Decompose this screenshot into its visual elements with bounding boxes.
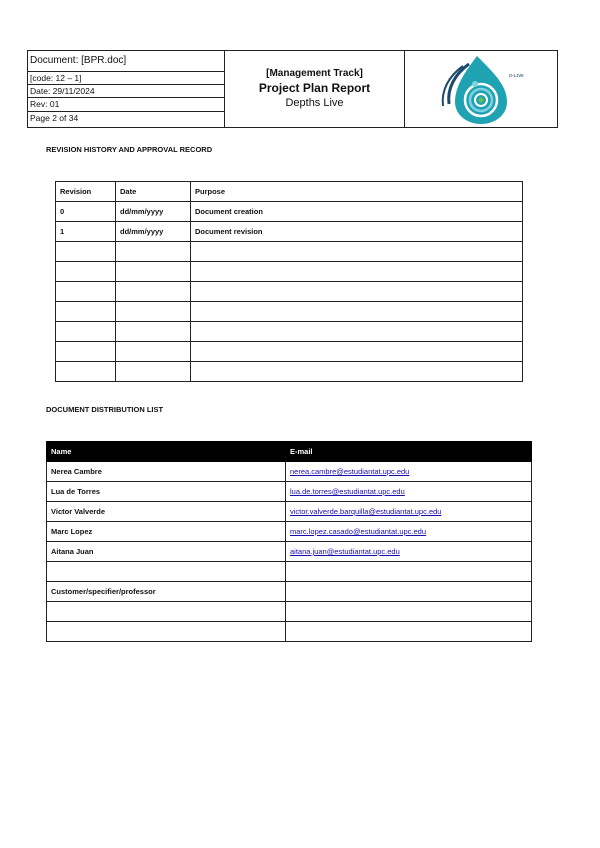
- header-track: [Management Track]: [266, 68, 363, 79]
- revision-cell: [191, 242, 523, 262]
- header-document: Document: [BPR.doc]: [27, 50, 225, 72]
- header-title: Project Plan Report: [258, 81, 371, 95]
- distribution-header-row: [47, 442, 532, 462]
- revision-cell: [56, 262, 116, 282]
- revision-row: [56, 202, 523, 222]
- revision-cell: 0: [56, 202, 116, 222]
- email-link[interactable]: aitana.juan@estudiantat.upc.edu: [290, 547, 400, 556]
- header-rev: Rev: 01: [27, 98, 225, 112]
- revision-cell: [191, 362, 523, 382]
- recipient-email-cell: [286, 622, 532, 642]
- revision-section-title: REVISION HISTORY AND APPROVAL RECORD: [46, 145, 213, 154]
- distribution-row: [47, 502, 532, 522]
- column-header-purpose: Purpose: [191, 182, 523, 202]
- revision-row: [56, 222, 523, 242]
- revision-cell: [116, 322, 191, 342]
- revision-cell: dd/mm/yyyy: [116, 222, 191, 242]
- revision-cell: [116, 262, 191, 282]
- header-date: Date: 29/11/2024: [27, 85, 225, 98]
- revision-cell: [191, 262, 523, 282]
- distribution-row: [47, 562, 532, 582]
- revision-cell: dd/mm/yyyy: [116, 202, 191, 222]
- revision-row: [56, 242, 523, 262]
- distribution-row: [47, 582, 532, 602]
- revision-cell: [116, 282, 191, 302]
- email-link[interactable]: marc.lopez.casado@estudiantat.upc.edu: [290, 527, 427, 536]
- revision-cell: [191, 322, 523, 342]
- depths-live-logo-icon: [405, 50, 558, 128]
- revision-row: [56, 362, 523, 382]
- header-code: [code: 12 – 1]: [27, 72, 225, 85]
- revision-cell: [116, 302, 191, 322]
- recipient-email-cell: [286, 462, 532, 482]
- revision-cell: 1: [56, 222, 116, 242]
- revision-cell: [56, 282, 116, 302]
- recipient-email-cell: [286, 562, 532, 582]
- revision-cell: Document creation: [191, 202, 523, 222]
- revision-cell: [116, 362, 191, 382]
- revision-cell: [56, 342, 116, 362]
- distribution-row: [47, 462, 532, 482]
- recipient-name: Aitana Juan: [47, 542, 286, 562]
- recipient-name: Marc Lopez: [47, 522, 286, 542]
- distribution-row: [47, 482, 532, 502]
- column-header-revision: Revision: [56, 182, 116, 202]
- revision-cell: [191, 302, 523, 322]
- email-link[interactable]: lua.de.torres@estudiantat.upc.edu: [290, 487, 405, 496]
- distribution-section-title: DOCUMENT DISTRIBUTION LIST: [46, 405, 164, 414]
- revision-row: [56, 302, 523, 322]
- revision-table: [55, 181, 523, 382]
- distribution-row: [47, 522, 532, 542]
- header-meta: [27, 50, 225, 128]
- column-header-date: Date: [116, 182, 191, 202]
- revision-cell: [56, 322, 116, 342]
- recipient-name: Lua de Torres: [47, 482, 286, 502]
- header-subtitle: Depths Live: [285, 97, 344, 109]
- recipient-name: Nerea Cambre: [47, 462, 286, 482]
- revision-cell: [56, 362, 116, 382]
- recipient-name: Customer/specifier/professor: [47, 582, 286, 602]
- revision-cell: [191, 342, 523, 362]
- recipient-email-cell: [286, 482, 532, 502]
- recipient-email-cell: [286, 522, 532, 542]
- header-title-block: [225, 50, 405, 128]
- recipient-email-cell: [286, 602, 532, 622]
- distribution-row: [47, 542, 532, 562]
- revision-row: [56, 282, 523, 302]
- column-header-name: Name: [47, 442, 286, 462]
- revision-cell: [191, 282, 523, 302]
- recipient-email-cell: [286, 502, 532, 522]
- revision-cell: [116, 342, 191, 362]
- revision-row: [56, 322, 523, 342]
- revision-cell: [116, 242, 191, 262]
- recipient-name: [47, 602, 286, 622]
- svg-text:ᴅ-ʟɪᴠᴇ: ᴅ-ʟɪᴠᴇ: [509, 73, 524, 79]
- revision-cell: [56, 302, 116, 322]
- email-link[interactable]: victor.valverde.barquilla@estudiantat.upc.edu: [290, 507, 442, 516]
- recipient-name: Victor Valverde: [47, 502, 286, 522]
- email-link[interactable]: nerea.cambre@estudiantat.upc.edu: [290, 467, 410, 476]
- revision-row: [56, 262, 523, 282]
- distribution-table: [46, 441, 532, 642]
- recipient-name: [47, 622, 286, 642]
- column-header-email: E-mail: [286, 442, 532, 462]
- revision-row: [56, 342, 523, 362]
- header-page: Page 2 of 34: [30, 113, 79, 123]
- revision-header-row: [56, 182, 523, 202]
- logo: [405, 50, 558, 128]
- distribution-row: [47, 602, 532, 622]
- recipient-email-cell: [286, 582, 532, 602]
- distribution-row: [47, 622, 532, 642]
- recipient-email-cell: [286, 542, 532, 562]
- revision-cell: [56, 242, 116, 262]
- revision-cell: Document revision: [191, 222, 523, 242]
- recipient-name: [47, 562, 286, 582]
